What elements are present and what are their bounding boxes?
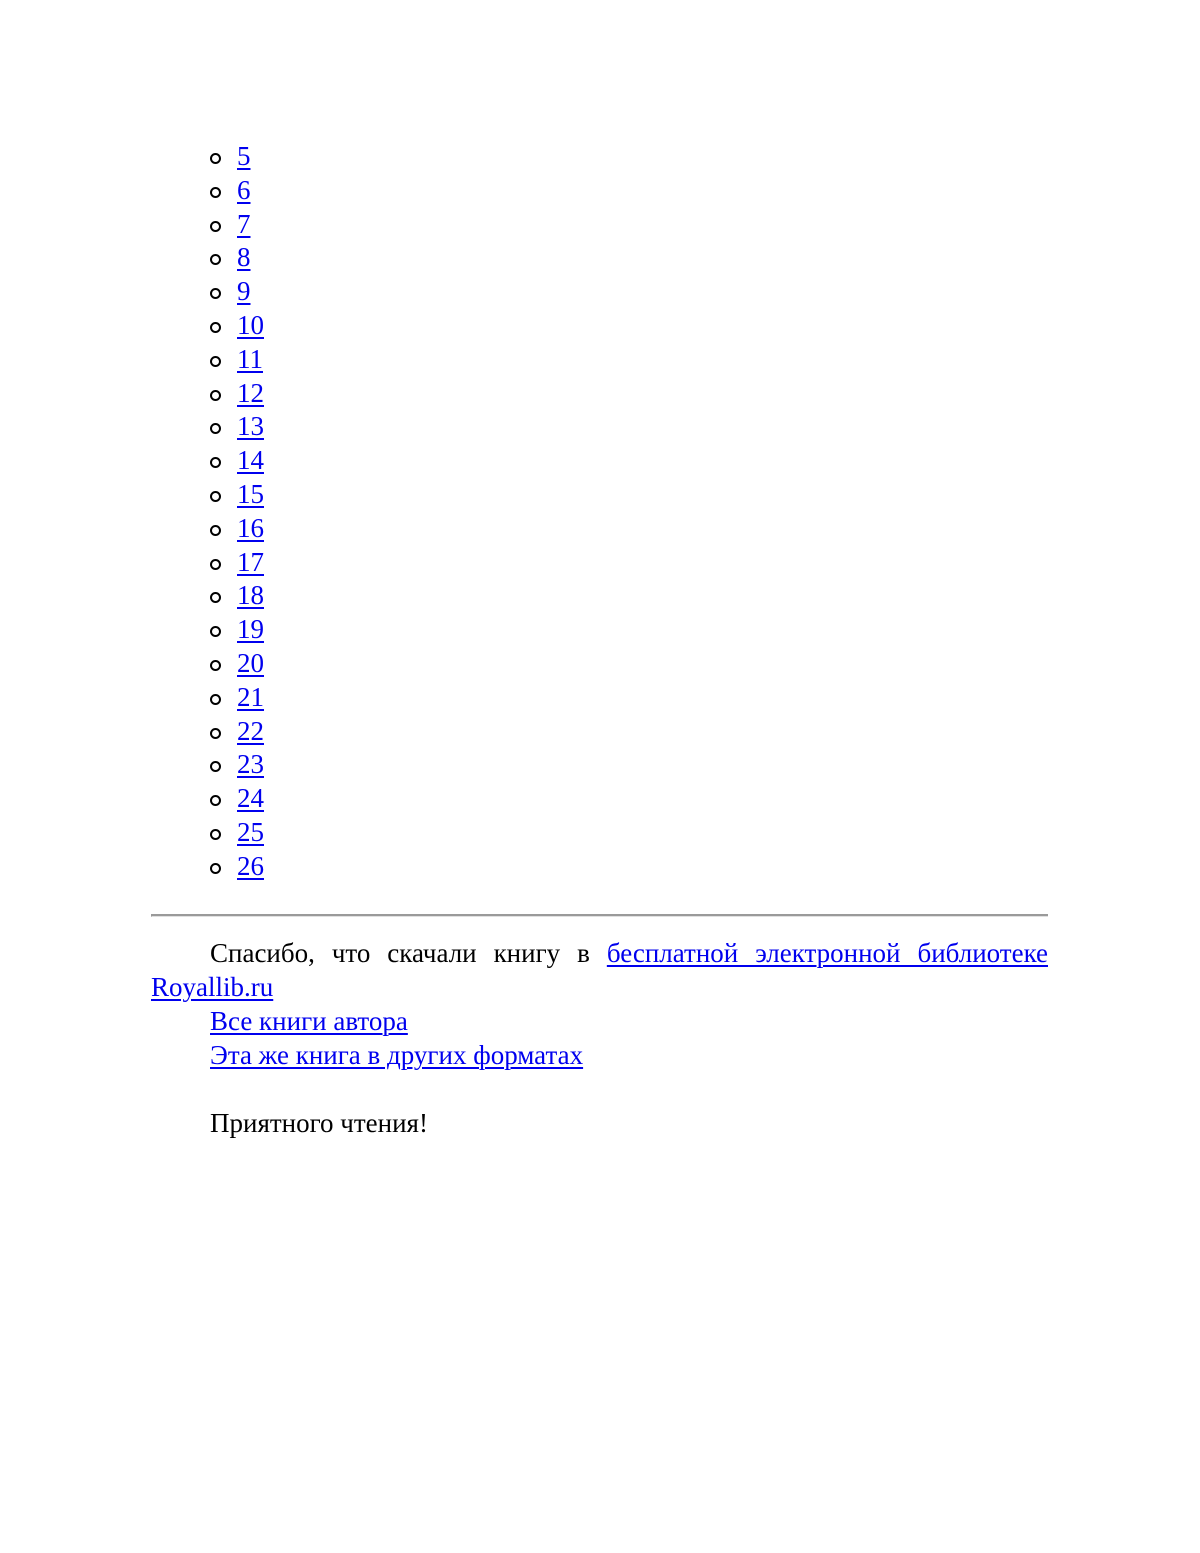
circle-bullet-icon [210, 626, 221, 637]
chapter-link[interactable]: 5 [237, 141, 251, 171]
chapter-link[interactable]: 22 [237, 715, 264, 746]
circle-bullet-icon [210, 491, 221, 502]
chapter-list-item [237, 715, 1048, 749]
circle-bullet-icon [210, 187, 221, 198]
circle-bullet-icon [210, 153, 221, 164]
chapter-list-item [237, 681, 1048, 715]
chapter-list-item [237, 647, 1048, 681]
chapter-list-item [237, 377, 1048, 411]
chapter-list-item [237, 579, 1048, 613]
footer-links [151, 1004, 1048, 1072]
chapter-list-item [237, 546, 1048, 580]
chapter-list-item [237, 241, 1048, 275]
chapter-list-item [237, 174, 1048, 208]
author-books-link[interactable]: Все книги автора [210, 1005, 408, 1036]
circle-bullet-icon [210, 390, 221, 401]
chapter-list-item [237, 782, 1048, 816]
chapter-link[interactable]: 6 [237, 174, 251, 205]
circle-bullet-icon [210, 863, 221, 874]
chapter-link[interactable]: 20 [237, 647, 264, 678]
circle-bullet-icon [210, 288, 221, 299]
chapter-link[interactable]: 13 [237, 411, 264, 442]
chapter-list-item [237, 208, 1048, 242]
horizontal-rule [151, 914, 1048, 917]
chapter-list-item [237, 850, 1048, 884]
chapter-list-item [237, 613, 1048, 647]
circle-bullet-icon [210, 829, 221, 840]
chapter-list-item [237, 309, 1048, 343]
chapter-link[interactable]: 19 [237, 614, 264, 645]
circle-bullet-icon [210, 356, 221, 367]
circle-bullet-icon [210, 254, 221, 265]
chapter-link[interactable]: 25 [237, 816, 264, 847]
circle-bullet-icon [210, 525, 221, 536]
circle-bullet-icon [210, 592, 221, 603]
circle-bullet-icon [210, 221, 221, 232]
chapter-link[interactable]: 12 [237, 377, 264, 408]
chapter-list-item [237, 512, 1048, 546]
circle-bullet-icon [210, 761, 221, 772]
chapter-link[interactable]: 9 [237, 276, 251, 307]
circle-bullet-icon [210, 457, 221, 468]
chapter-list-item [237, 275, 1048, 309]
chapter-link[interactable]: 26 [237, 850, 264, 881]
chapter-link[interactable]: 14 [237, 445, 264, 476]
chapter-link[interactable]: 21 [237, 681, 264, 712]
chapter-list-item [237, 816, 1048, 850]
chapter-link[interactable]: 11 [237, 343, 263, 374]
chapter-link[interactable]: 15 [237, 478, 264, 509]
library-link[interactable]: бесплатной электронной библиотеке Royallib.ru [151, 937, 1048, 1002]
chapter-link[interactable]: 23 [237, 749, 264, 780]
circle-bullet-icon [210, 795, 221, 806]
chapter-list-item [237, 748, 1048, 782]
circle-bullet-icon [210, 728, 221, 739]
chapter-list-item [237, 343, 1048, 377]
chapter-link[interactable]: 17 [237, 546, 264, 577]
chapter-link[interactable]: 8 [237, 242, 251, 273]
circle-bullet-icon [210, 660, 221, 671]
chapter-link[interactable]: 16 [237, 512, 264, 543]
chapter-list [151, 140, 1048, 884]
chapter-list-item [237, 478, 1048, 512]
circle-bullet-icon [210, 423, 221, 434]
document-page [151, 140, 1048, 1140]
circle-bullet-icon [210, 559, 221, 570]
chapter-link[interactable]: 18 [237, 580, 264, 611]
thanks-text: Спасибо, что скачали книгу в [210, 937, 607, 968]
chapter-link[interactable]: 24 [237, 783, 264, 814]
chapter-link[interactable]: 10 [237, 309, 264, 340]
other-formats-link[interactable]: Эта же книга в других форматах [210, 1039, 584, 1070]
chapter-list-item [237, 140, 1048, 174]
chapter-list-item [237, 410, 1048, 444]
closing-text: Приятного чтения! [210, 1107, 428, 1138]
circle-bullet-icon [210, 322, 221, 333]
chapter-link[interactable]: 7 [237, 208, 251, 239]
thanks-paragraph [151, 936, 1048, 1004]
chapter-list-item [237, 444, 1048, 478]
circle-bullet-icon [210, 694, 221, 705]
